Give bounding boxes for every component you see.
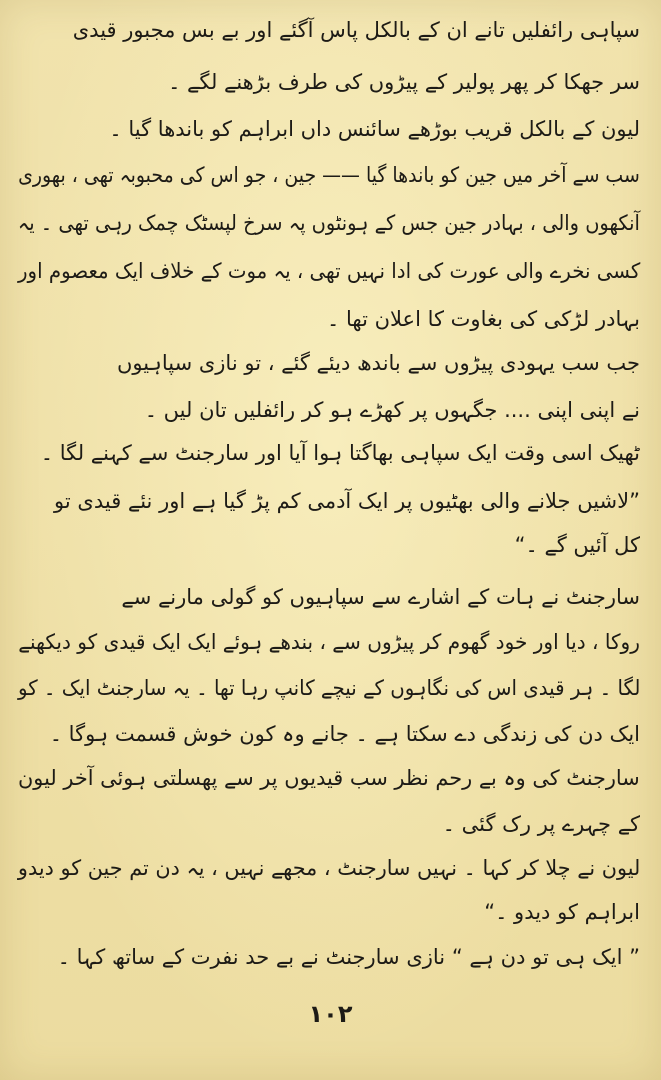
- text-line: کسی نخرے والی عورت کی ادا نہیں تھی ، یہ موت کے خلاف ایک معصوم اور: [17, 259, 640, 283]
- text-line: سب سے آخر میں جین کو باندھا گیا —— جین ، جو اس کی محبوبہ تھی ، بھوری: [18, 163, 640, 187]
- text-line: سر جھکا کر پھر پولیر کے پیڑوں کی طرف بڑھنے لگے ۔: [168, 70, 640, 94]
- text-line: سپاہی رائفلیں تانے ان کے بالکل پاس آگئے اور بے بس مجبور قیدی: [72, 18, 640, 42]
- text-line: سارجنٹ کی وہ بے رحم نظر سب قیدیوں پر سے پھسلتی ہوئی آخر لیون: [18, 766, 640, 790]
- text-line: ابراہم کو دیدو ۔“: [484, 900, 640, 924]
- text-line: کل آئیں گے ۔“: [514, 533, 640, 557]
- text-line: روکا ، دیا اور خود گھوم کر پیڑوں سے ، بندھے ہوئے ایک ایک قیدی کو دیکھنے: [18, 630, 640, 654]
- text-line: نے اپنی اپنی .... جگہوں پر کھڑے ہو کر رائفلیں تان لیں ۔: [144, 398, 640, 422]
- text-line: آنکھوں والی ، بہادر جین جس کے ہونٹوں پہ سرخ لپسٹک چمک رہی تھی ۔ یہ: [18, 211, 640, 235]
- text-line: جب سب یہودی پیڑوں سے باندھ دیئے گئے ، تو نازی سپاہیوں: [116, 351, 640, 375]
- text-line: ”لاشیں جلانے والی بھٹیوں پر ایک آدمی کم پڑ گیا ہے اور نئے قیدی تو: [54, 489, 640, 513]
- text-line: ” ایک ہی تو دن ہے “ نازی سارجنٹ نے بے حد نفرت کے ساتھ کہا ۔: [57, 945, 640, 969]
- text-line: کے چہرے پر رک گئی ۔: [442, 812, 640, 836]
- text-line: لگا ۔ ہر قیدی اس کی نگاہوں کے نیچے کانپ رہا تھا ۔ یہ سارجنٹ ایک ۔ کو: [17, 676, 640, 700]
- text-line: بہادر لڑکی کی بغاوت کا اعلان تھا ۔: [327, 307, 640, 331]
- text-line: سارجنٹ نے ہات کے اشارے سے سپاہیوں کو گولی مارنے سے: [121, 585, 640, 609]
- text-line: ایک دن کی زندگی دے سکتا ہے ۔ جانے وہ کون خوش قسمت ہوگا ۔: [49, 722, 640, 746]
- text-line: لیون نے چلا کر کہا ۔ نہیں سارجنٹ ، مجھے نہیں ، یہ دن تم جین کو دیدو: [17, 856, 640, 880]
- text-line: لیون کے بالکل قریب بوڑھے سائنس داں ابراہم کو باندھا گیا ۔: [109, 117, 640, 141]
- page-number: ۱۰۲: [308, 1000, 353, 1028]
- text-line: ٹھیک اسی وقت ایک سپاہی بھاگتا ہوا آیا اور سارجنٹ سے کہنے لگا ۔: [40, 441, 640, 465]
